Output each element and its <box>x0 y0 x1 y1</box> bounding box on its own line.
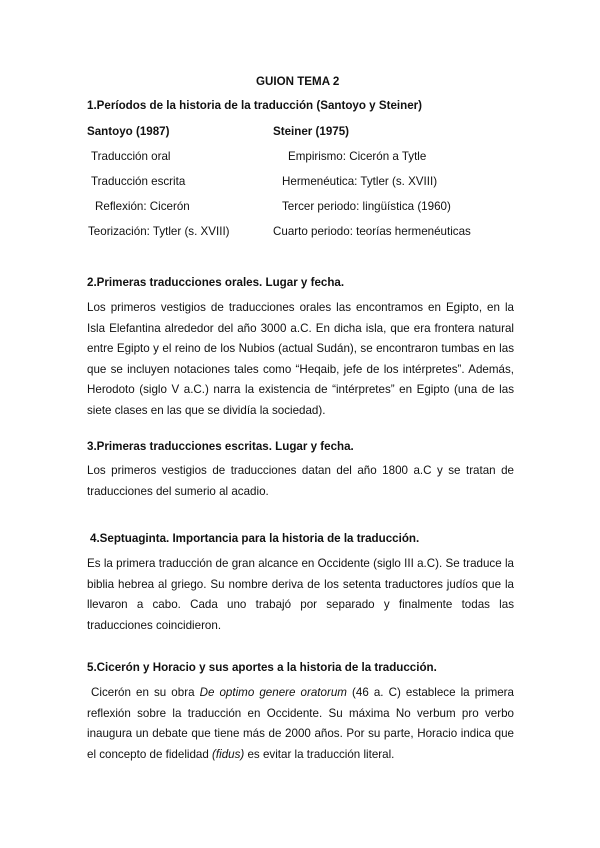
section-5-work-title: De optimo genere oratorum <box>199 686 347 699</box>
document-title: GUION TEMA 2 <box>256 75 340 88</box>
santoyo-item-4: Teorización: Tytler (s. XVIII) <box>88 225 230 238</box>
section-3-heading: 3.Primeras traducciones escritas. Lugar y fecha. <box>87 440 354 453</box>
steiner-item-1: Empirismo: Cicerón a Tytle <box>288 150 427 163</box>
section-4-heading: 4.Septuaginta. Importancia para la historia de la traducción. <box>90 532 420 545</box>
steiner-item-4: Cuarto periodo: teorías hermenéuticas <box>273 225 471 238</box>
section-5-fidus-term: (fidus) <box>212 747 245 761</box>
section-5-body <box>87 683 514 765</box>
section-5-heading: 5.Cicerón y Horacio y sus aportes a la historia de la traducción. <box>87 661 437 674</box>
section-5-body-part-2: (46 a. C) establece la primera reflexión sobre la traducción en Occidente. Su máxima No verbum pro verbo inaugura un debate que tiene más de 2000 años. Por su parte, Horacio indica que el concepto de fidelidad <box>87 686 514 761</box>
steiner-item-3: Tercer periodo: lingüística (1960) <box>282 200 451 213</box>
santoyo-column-header: Santoyo (1987) <box>87 125 170 138</box>
santoyo-item-1: Traducción oral <box>91 150 171 163</box>
steiner-item-2: Hermenéutica: Tytler (s. XVIII) <box>282 175 438 188</box>
section-2-heading: 2.Primeras traducciones orales. Lugar y fecha. <box>87 276 345 289</box>
santoyo-item-3: Reflexión: Cicerón <box>95 200 190 213</box>
section-3-body: Los primeros vestigios de traducciones datan del año 1800 a.C y se tratan de traducciones del sumerio al acadio. <box>87 464 514 498</box>
section-4-body: Es la primera traducción de gran alcance en Occidente (siglo III a.C). Se traduce la biblia hebrea al griego. Su nombre deriva de los setenta traductores judíos que la llevaron a cabo. Cada uno trabajó por separado y finalmente todas las traducciones coincidieron. <box>87 557 514 632</box>
steiner-column-header: Steiner (1975) <box>273 125 350 138</box>
section-1-heading: 1.Períodos de la historia de la traducción (Santoyo y Steiner) <box>87 99 423 112</box>
section-5-body-part-1: Cicerón en su obra <box>91 686 200 699</box>
section-2-body: Los primeros vestigios de traducciones orales las encontramos en Egipto, en la Isla Elefantina alrededor del año 3000 a.C. En dicha isla, que era frontera natural entre Egipto y el reino de los Nubios (actual Sudán), se encontraron tumbas en las que se incluyen notaciones tales como “Heqaib, jefe de los intérpretes”. Además, Herodoto (siglo V a.C.) narra la existencia de “intérpretes” en Egipto (una de las siete clases en las que se dividía la sociedad). <box>87 301 514 417</box>
section-5-body-part-3: es evitar la traducción literal. <box>244 747 395 761</box>
santoyo-item-2: Traducción escrita <box>91 175 186 188</box>
